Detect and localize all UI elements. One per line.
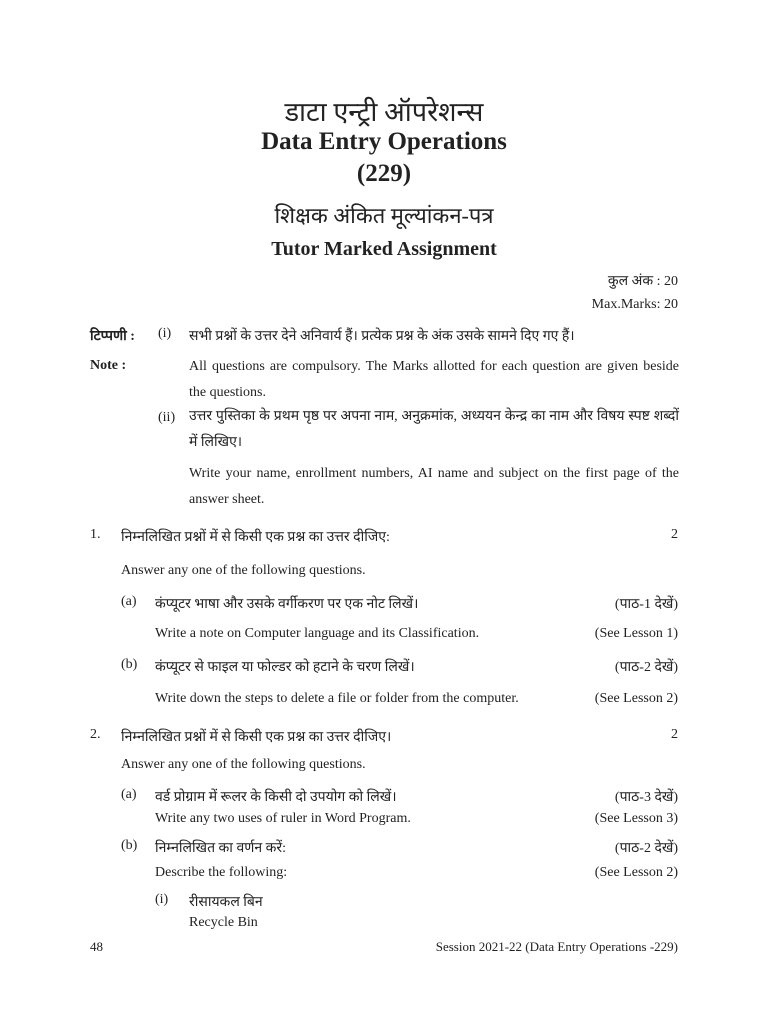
page-title-hindi: डाटा एन्ट्री ऑपरेशन्स	[284, 97, 484, 127]
lesson-ref: (See Lesson 2)	[594, 691, 678, 706]
part-label: (b)	[121, 838, 138, 853]
part-text-hindi: कंप्यूटर भाषा और उसके वर्गीकरण पर एक नोट लिखें।	[155, 597, 419, 612]
question-marks: 2	[671, 527, 678, 542]
note-text: All questions are compulsory. The Marks allotted for each question are given beside the questions.	[189, 359, 679, 400]
lesson-ref: (See Lesson 2)	[594, 865, 678, 880]
lesson-ref: (See Lesson 1)	[594, 626, 678, 641]
max-marks-hindi: कुल अंक : 20	[607, 274, 678, 289]
subitem-label: (i)	[155, 892, 169, 907]
part-text: Write down the steps to delete a file or folder from the computer.	[155, 691, 519, 706]
note-number: (ii)	[158, 410, 176, 425]
page-number: 48	[90, 939, 103, 954]
subtitle-hindi: शिक्षक अंकित मूल्यांकन-पत्र	[274, 203, 494, 228]
note-label-hindi: टिप्पणी :	[90, 329, 135, 344]
footer-session: Session 2021-22 (Data Entry Operations -229)	[435, 939, 678, 954]
note-label: Note :	[90, 358, 127, 373]
max-marks: Max.Marks: 20	[591, 297, 678, 312]
lesson-ref-hindi: (पाठ-2 देखें)	[614, 660, 678, 675]
question-number: 1.	[90, 527, 101, 542]
note-text-hindi: सभी प्रश्नों के उत्तर देने अनिवार्य हैं। प्रत्येक प्रश्न के अंक उसके सामने दिए गए हैं।	[189, 329, 575, 344]
part-text: Write any two uses of ruler in Word Program.	[155, 811, 411, 826]
part-label: (a)	[121, 594, 137, 609]
lesson-ref-hindi: (पाठ-1 देखें)	[614, 597, 678, 612]
note-text: Write your name, enrollment numbers, AI name and subject on the first page of the answer sheet.	[189, 466, 679, 507]
question-number: 2.	[90, 727, 101, 742]
part-text: Describe the following:	[155, 865, 288, 880]
subitem-text: Recycle Bin	[189, 915, 258, 930]
note-text-hindi: उत्तर पुस्तिका के प्रथम पृष्ठ पर अपना नाम, अनुक्रमांक, अध्ययन केन्द्र का नाम और विषय स्पष्ट शब्दों में लिखिए।	[189, 409, 679, 450]
part-label: (a)	[121, 787, 137, 802]
part-text-hindi: वर्ड प्रोग्राम में रूलर के किसी दो उपयोग को लिखें।	[155, 790, 397, 805]
question-text-hindi: निम्नलिखित प्रश्नों में से किसी एक प्रश्न का उत्तर दीजिए:	[121, 530, 390, 545]
question-text: Answer any one of the following questions.	[121, 563, 366, 578]
part-text-hindi: निम्नलिखित का वर्णन करें:	[155, 841, 286, 856]
subtitle: Tutor Marked Assignment	[271, 238, 497, 260]
course-code: (229)	[356, 160, 412, 187]
subitem-text-hindi: रीसायकल बिन	[189, 895, 263, 910]
question-text-hindi: निम्नलिखित प्रश्नों में से किसी एक प्रश्न का उत्तर दीजिए।	[121, 730, 392, 745]
question-marks: 2	[671, 727, 678, 742]
question-text: Answer any one of the following questions.	[121, 757, 366, 772]
lesson-ref-hindi: (पाठ-3 देखें)	[614, 790, 678, 805]
part-text-hindi: कंप्यूटर से फाइल या फोल्डर को हटाने के चरण लिखें।	[155, 660, 415, 675]
lesson-ref-hindi: (पाठ-2 देखें)	[614, 841, 678, 856]
page-title: Data Entry Operations	[261, 128, 507, 155]
part-label: (b)	[121, 657, 138, 672]
part-text: Write a note on Computer language and its Classification.	[155, 626, 480, 641]
lesson-ref: (See Lesson 3)	[594, 811, 678, 826]
note-number: (i)	[158, 326, 172, 341]
